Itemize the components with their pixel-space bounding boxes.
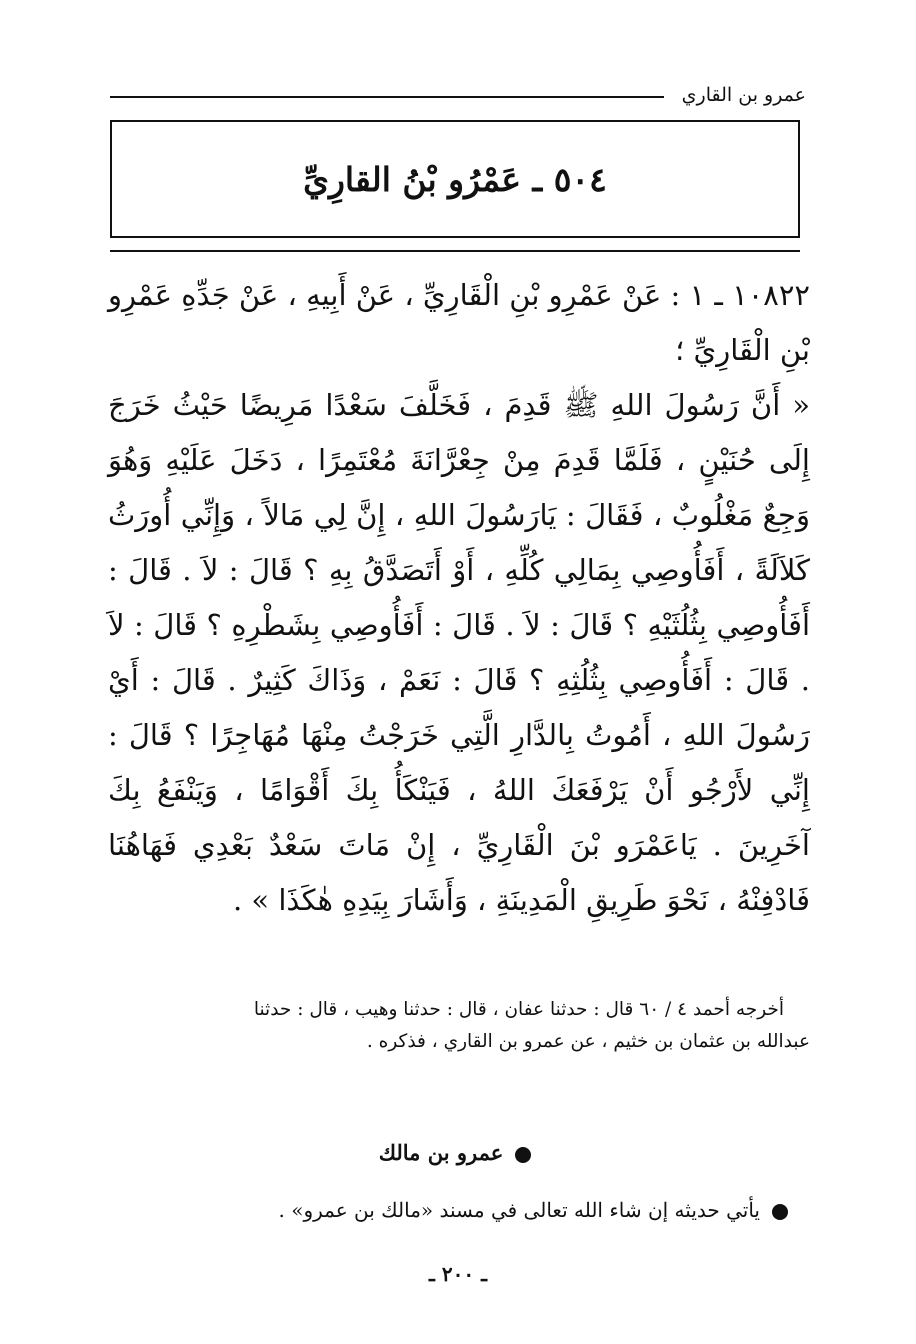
entry-title-box bbox=[110, 120, 800, 238]
title-divider bbox=[110, 250, 800, 252]
takhrij-note-line2: عبدالله بن عثمان بن خثيم ، عن عمرو بن القاري ، فذكره . bbox=[366, 1031, 810, 1052]
next-section-heading bbox=[110, 1140, 800, 1165]
page-number: ـ ٢٠٠ ـ bbox=[429, 1262, 487, 1286]
hadith-text bbox=[108, 268, 810, 928]
running-header bbox=[110, 78, 806, 112]
bullet-icon bbox=[515, 1147, 531, 1163]
next-section-note-text: يأتي حديثه إن شاء الله تعالى في مسند «مالك بن عمرو» . bbox=[278, 1198, 760, 1222]
next-section-heading-text: عمرو بن مالك bbox=[378, 1140, 504, 1165]
hadith-isnad: ١٠٨٢٢ ـ ١ : عَنْ عَمْرِو بْنِ الْقَارِيِّ ، عَنْ أَبِيهِ ، عَنْ جَدِّهِ عَمْرِو بْنِ الْقَارِيِّ ؛ bbox=[108, 278, 811, 367]
bullet-icon bbox=[772, 1204, 788, 1220]
takhrij-note-line bbox=[108, 994, 810, 1026]
header-rule bbox=[110, 96, 664, 98]
entry-title: ٥٠٤ ـ عَمْرُو بْنُ القارِيِّ bbox=[303, 159, 607, 199]
takhrij-note bbox=[108, 994, 810, 1058]
next-section-note bbox=[110, 1198, 788, 1222]
hadith-matn: « أَنَّ رَسُولَ اللهِ ﷺ قَدِمَ ، فَخَلَّفَ سَعْدًا مَرِيضًا حَيْثُ خَرَجَ إِلَى حُنَيْنٍ ، فَلَمَّا قَدِمَ مِنْ جِعْرَّانَةَ مُعْتَمِرًا ، دَخَلَ عَلَيْهِ وَهُوَ وَجِعٌ مَغْلُوبٌ ، فَقَالَ : يَارَسُولَ اللهِ ، إِنَّ لِي مَالاً ، وَإِنِّي أُورَثُ كَلاَلَةً ، أَفَأُوصِي بِمَالِي كُلِّهِ ، أَوْ أَتَصَدَّقُ بِهِ ؟ قَالَ : لاَ . قَالَ : أَفَأُوصِي بِثُلُثَيْهِ ؟ قَالَ : لاَ . قَالَ : أَفَأُوصِي بِشَطْرِهِ ؟ قَالَ : لاَ . قَالَ : أَفَأُوصِي بِثُلُثِهِ ؟ قَالَ : نَعَمْ ، وَذَاكَ كَثِيرٌ . قَالَ : أَيْ رَسُولَ اللهِ ، أَمُوتُ بِالدَّارِ الَّتِي خَرَجْتُ مِنْهَا مُهَاجِرًا ؟ قَالَ : إِنِّي لأَرْجُو أَنْ يَرْفَعَكَ اللهُ ، فَيَنْكَأُ بِكَ أَقْوَامًا ، وَيَنْفَعُ بِكَ آخَرِينَ . يَاعَمْرَو بْنَ الْقَارِيِّ ، إِنْ مَاتَ سَعْدٌ بَعْدِي فَهَاهُنَا فَادْفِنْهُ ، نَحْوَ طَرِيقِ الْمَدِينَةِ ، وَأَشَارَ بِيَدِهِ هٰكَذَا » . bbox=[108, 388, 810, 917]
running-header-title: عمرو بن القاري bbox=[681, 84, 806, 106]
takhrij-note-line1: أخرجه أحمد ٤ / ٦٠ قال : حدثنا عفان ، قال : حدثنا وهيب ، قال : حدثنا bbox=[253, 999, 784, 1020]
